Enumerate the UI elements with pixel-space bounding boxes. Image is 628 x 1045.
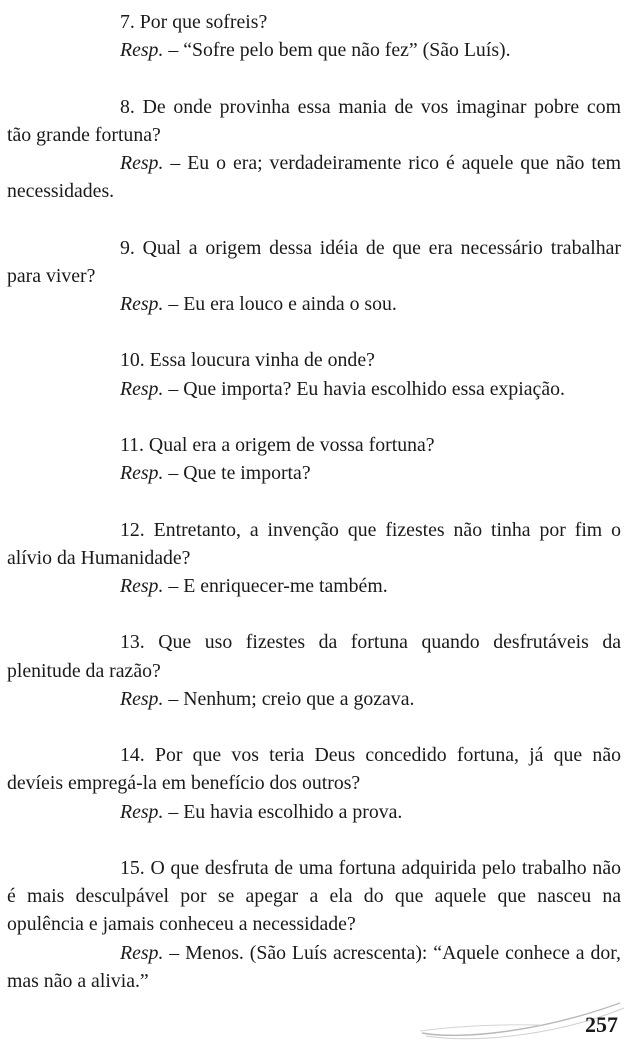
answer bbox=[7, 572, 621, 600]
page-body bbox=[7, 8, 621, 1023]
question: 13. Que uso fizestes da fortuna quando desfrutáveis da plenitude da razão? bbox=[7, 631, 621, 682]
answer-text: – Que importa? Eu havia escolhido essa expiação. bbox=[163, 377, 565, 400]
question: 7. Por que sofreis? bbox=[120, 11, 268, 33]
answer-text: – Eu era louco e ainda o sou. bbox=[163, 293, 397, 315]
qa-item-14 bbox=[7, 741, 621, 826]
qa-item-15 bbox=[7, 854, 621, 995]
answer bbox=[7, 375, 621, 403]
qa-item-13 bbox=[7, 628, 621, 713]
qa-item-10 bbox=[7, 346, 621, 402]
answer-text: – Eu o era; verdadeiramente rico é aquele que não tem necessidades. bbox=[7, 152, 621, 203]
question: 12. Entretanto, a invenção que fizestes não tinha por fim o alívio da Humanidade? bbox=[7, 518, 621, 569]
question: 9. Qual a origem dessa idéia de que era necessário trabalhar para viver? bbox=[7, 236, 621, 287]
resp-label: Resp. bbox=[120, 462, 164, 485]
answer bbox=[7, 459, 621, 487]
qa-item-7 bbox=[7, 8, 621, 64]
resp-label: Resp. bbox=[120, 800, 164, 823]
answer bbox=[7, 939, 621, 995]
question: 14. Por que vos teria Deus concedido fortuna, já que não devíeis empregá-la em benefício dos outros? bbox=[7, 744, 621, 795]
resp-label: Resp. bbox=[120, 39, 164, 62]
question: 8. De onde provinha essa mania de vos imaginar pobre com tão grande fortuna? bbox=[7, 95, 621, 146]
answer-text: – “Sofre pelo bem que não fez” (São Luís). bbox=[163, 39, 511, 62]
qa-item-9 bbox=[7, 234, 621, 319]
answer bbox=[7, 685, 621, 713]
answer-text: – Eu havia escolhido a prova. bbox=[163, 800, 403, 823]
qa-item-11 bbox=[7, 431, 621, 487]
page-number: 257 bbox=[585, 1012, 618, 1037]
question: 11. Qual era a origem de vossa fortuna? bbox=[120, 433, 435, 456]
answer-text: – Que te importa? bbox=[163, 462, 311, 485]
resp-label: Resp. bbox=[120, 293, 164, 315]
answer-text: – Menos. (São Luís acrescenta): “Aquele conhece a dor, mas não a alivia.” bbox=[7, 941, 621, 992]
qa-item-12 bbox=[7, 516, 621, 601]
resp-label: Resp. bbox=[120, 687, 164, 710]
answer bbox=[7, 798, 621, 826]
resp-label: Resp. bbox=[120, 941, 164, 964]
answer bbox=[7, 36, 621, 64]
question: 15. O que desfruta de uma fortuna adquirida pelo trabalho não é mais desculpável por se apegar a ela do que aquele que nasceu na opulência e jamais conheceu a necessidade? bbox=[7, 856, 621, 936]
answer bbox=[7, 149, 621, 205]
resp-label: Resp. bbox=[120, 377, 164, 400]
question: 10. Essa loucura vinha de onde? bbox=[120, 349, 375, 372]
resp-label: Resp. bbox=[120, 152, 164, 174]
answer bbox=[7, 290, 621, 318]
resp-label: Resp. bbox=[120, 574, 164, 597]
answer-text: – Nenhum; creio que a gozava. bbox=[163, 687, 415, 710]
page-footer bbox=[420, 1000, 628, 1045]
qa-item-8 bbox=[7, 93, 621, 206]
answer-text: – E enriquecer-me também. bbox=[163, 574, 388, 597]
